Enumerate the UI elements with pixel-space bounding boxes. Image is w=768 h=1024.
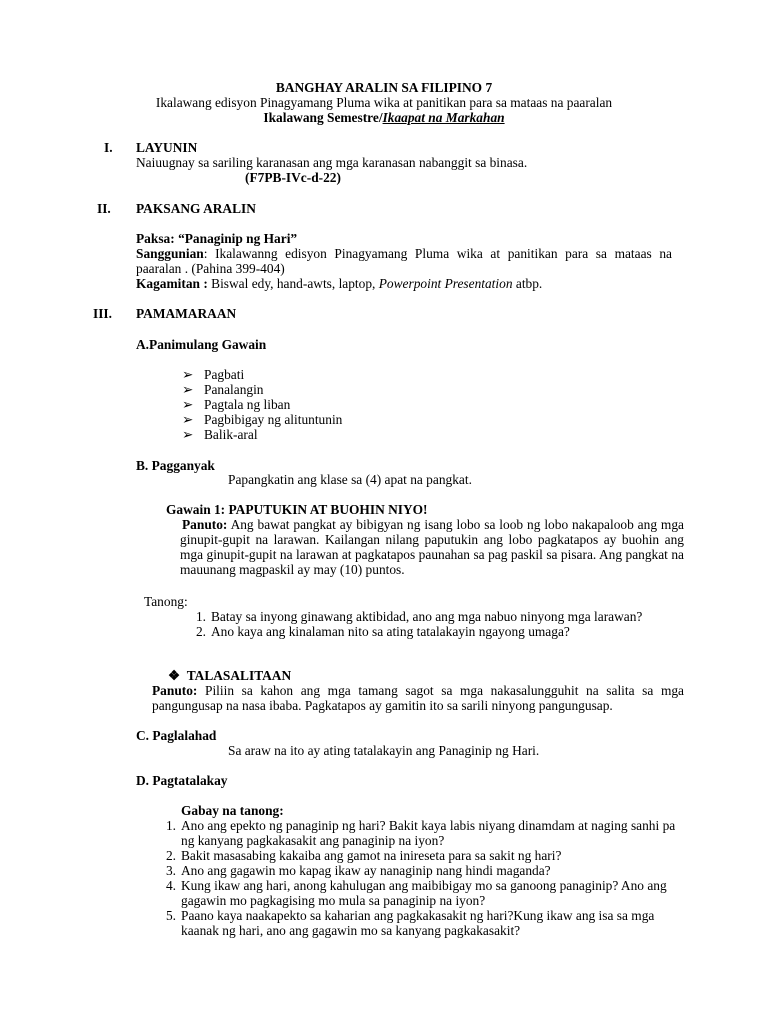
panimulang-gawain-heading: A.Panimulang Gawain (136, 337, 267, 352)
list-item: 5. Paano kaya naakapekto sa kaharian ang pagkakasakit ng hari?Kung ikaw ang isa sa mga kaanak ng hari, ano ang gagawin mo sa kanyang pagkakasakit? (165, 908, 655, 938)
kagamitan-line (136, 276, 542, 291)
diamond-bullet-icon: ❖ (168, 668, 181, 683)
layunin-text: Naiuugnay sa sariling karanasan ang mga karanasan nabanggit sa binasa. (136, 155, 528, 170)
kagamitan-label: Kagamitan : (136, 276, 208, 291)
sanggunian-value: : Ikalawanng edisyon Pinagyamang Pluma wika at panitikan para sa mataas na paaralan . (Pahina 399-404) (136, 246, 672, 276)
list-item: 3. Ano ang gagawin mo kapag ikaw ay nanaginip nang hindi maganda? (165, 863, 551, 878)
panuto-text: Ang bawat pangkat ay bibigyan ng isang lobo sa loob ng lobo nakapaloob ang mga ginupit-gupit na larawan. Kailangan nilang paputukin ang lobo pagkatapos ay buohin ang mga ginupit-gupit na larawan at pagkatapos paunahan sa pag paskil sa pisara. Ang pangkat na mauunang magpaskil ay may (10) puntos. (180, 517, 684, 577)
kagamitan-value: Biswal edy, hand-awts, laptop, (207, 276, 379, 291)
list-item: ➢ Balik-aral (182, 427, 258, 442)
gabay-list (154, 818, 686, 938)
section-3-heading: PAMAMARAAN (136, 306, 237, 321)
semester-line (0, 110, 768, 125)
talasalitaan-heading: ❖ TALASALITAAN (168, 668, 292, 683)
arrow-bullet-icon: ➢ (182, 382, 194, 397)
pagganyak-heading: B. Pagganyak (136, 458, 215, 473)
list-item: 4. Kung ikaw ang hari, anong kahulugan ang maibibigay mo sa ganoong panaginip? Ano ang gagawin mo pagkagising mo mula sa panaginip na iyon? (165, 878, 667, 908)
list-item: 1. Batay sa inyong ginawang aktibidad, ano ang mga nabuo ninyong mga larawan? (195, 609, 643, 624)
quarter-label: Ikaapat na Markahan (382, 110, 505, 125)
kagamitan-italic: Powerpoint Presentation (378, 276, 513, 291)
panuto-text: Piliin sa kahon ang mga tamang sagot sa mga nakasalungguhit na salita sa mga pangungusap na nasa ibaba. Pagkatapos ay gamitin ito sa sarili ninyong pangungusap. (152, 683, 684, 713)
arrow-bullet-icon: ➢ (182, 412, 194, 427)
paksa-value: “Panaginip ng Hari” (178, 231, 298, 246)
panuto-label: Panuto: (152, 683, 198, 698)
paglalahad-text: Sa araw na ito ay ating tatalakayin ang Panaginip ng Hari. (228, 743, 540, 758)
kagamitan-tail: atbp. (512, 276, 543, 291)
list-item: 1. Ano ang epekto ng panaginip ng hari? Bakit kaya labis niyang dinamdam at naging sanhi pa ng kanyang pagkakasakit ang panaginip na iyon? (165, 818, 676, 848)
list-item: 2. Bakit masasabing kakaiba ang gamot na inireseta para sa sakit ng hari? (165, 848, 562, 863)
panimulang-gawain-list (182, 367, 342, 442)
list-item: ➢ Pagbati (182, 367, 245, 382)
pagtatalakay-heading: D. Pagtatalakay (136, 773, 228, 788)
arrow-bullet-icon: ➢ (182, 427, 194, 442)
gabay-heading: Gabay na tanong: (181, 803, 284, 818)
pagganyak-text: Papangkatin ang klase sa (4) apat na pangkat. (228, 472, 472, 487)
document-subtitle: Ikalawang edisyon Pinagyamang Pluma wika at panitikan para sa mataas na paaralan (155, 95, 613, 110)
paksa-line (136, 231, 297, 246)
gawain-title: Gawain 1: PAPUTUKIN AT BUOHIN NIYO! (166, 502, 428, 517)
paksa-label: Paksa: (136, 231, 175, 246)
arrow-bullet-icon: ➢ (182, 367, 194, 382)
section-1-numeral: I. (104, 140, 113, 155)
section-3-numeral: III. (93, 306, 112, 321)
paglalahad-heading: C. Paglalahad (136, 728, 217, 743)
sanggunian-label: Sanggunian (136, 246, 204, 261)
sanggunian-line (136, 246, 672, 276)
document-title: BANGHAY ARALIN SA FILIPINO 7 (275, 80, 493, 95)
semester-label: Ikalawang Semestre/ (263, 110, 383, 125)
tanong-label: Tanong: (144, 594, 188, 609)
tanong-list (184, 609, 684, 639)
talasalitaan-panuto (152, 683, 684, 713)
gawain-panuto (180, 517, 684, 577)
competency-code: (F7PB-IVc-d-22) (245, 170, 341, 185)
panuto-label: Panuto: (182, 517, 228, 532)
list-item: ➢ Pagtala ng liban (182, 397, 291, 412)
list-item: ➢ Pagbibigay ng alituntunin (182, 412, 343, 427)
list-item: ➢ Panalangin (182, 382, 264, 397)
section-2-heading: PAKSANG ARALIN (136, 201, 256, 216)
section-2-numeral: II. (97, 201, 111, 216)
arrow-bullet-icon: ➢ (182, 397, 194, 412)
list-item: 2. Ano kaya ang kinalaman nito sa ating tatalakayin ngayong umaga? (195, 624, 570, 639)
section-1-heading: LAYUNIN (136, 140, 198, 155)
